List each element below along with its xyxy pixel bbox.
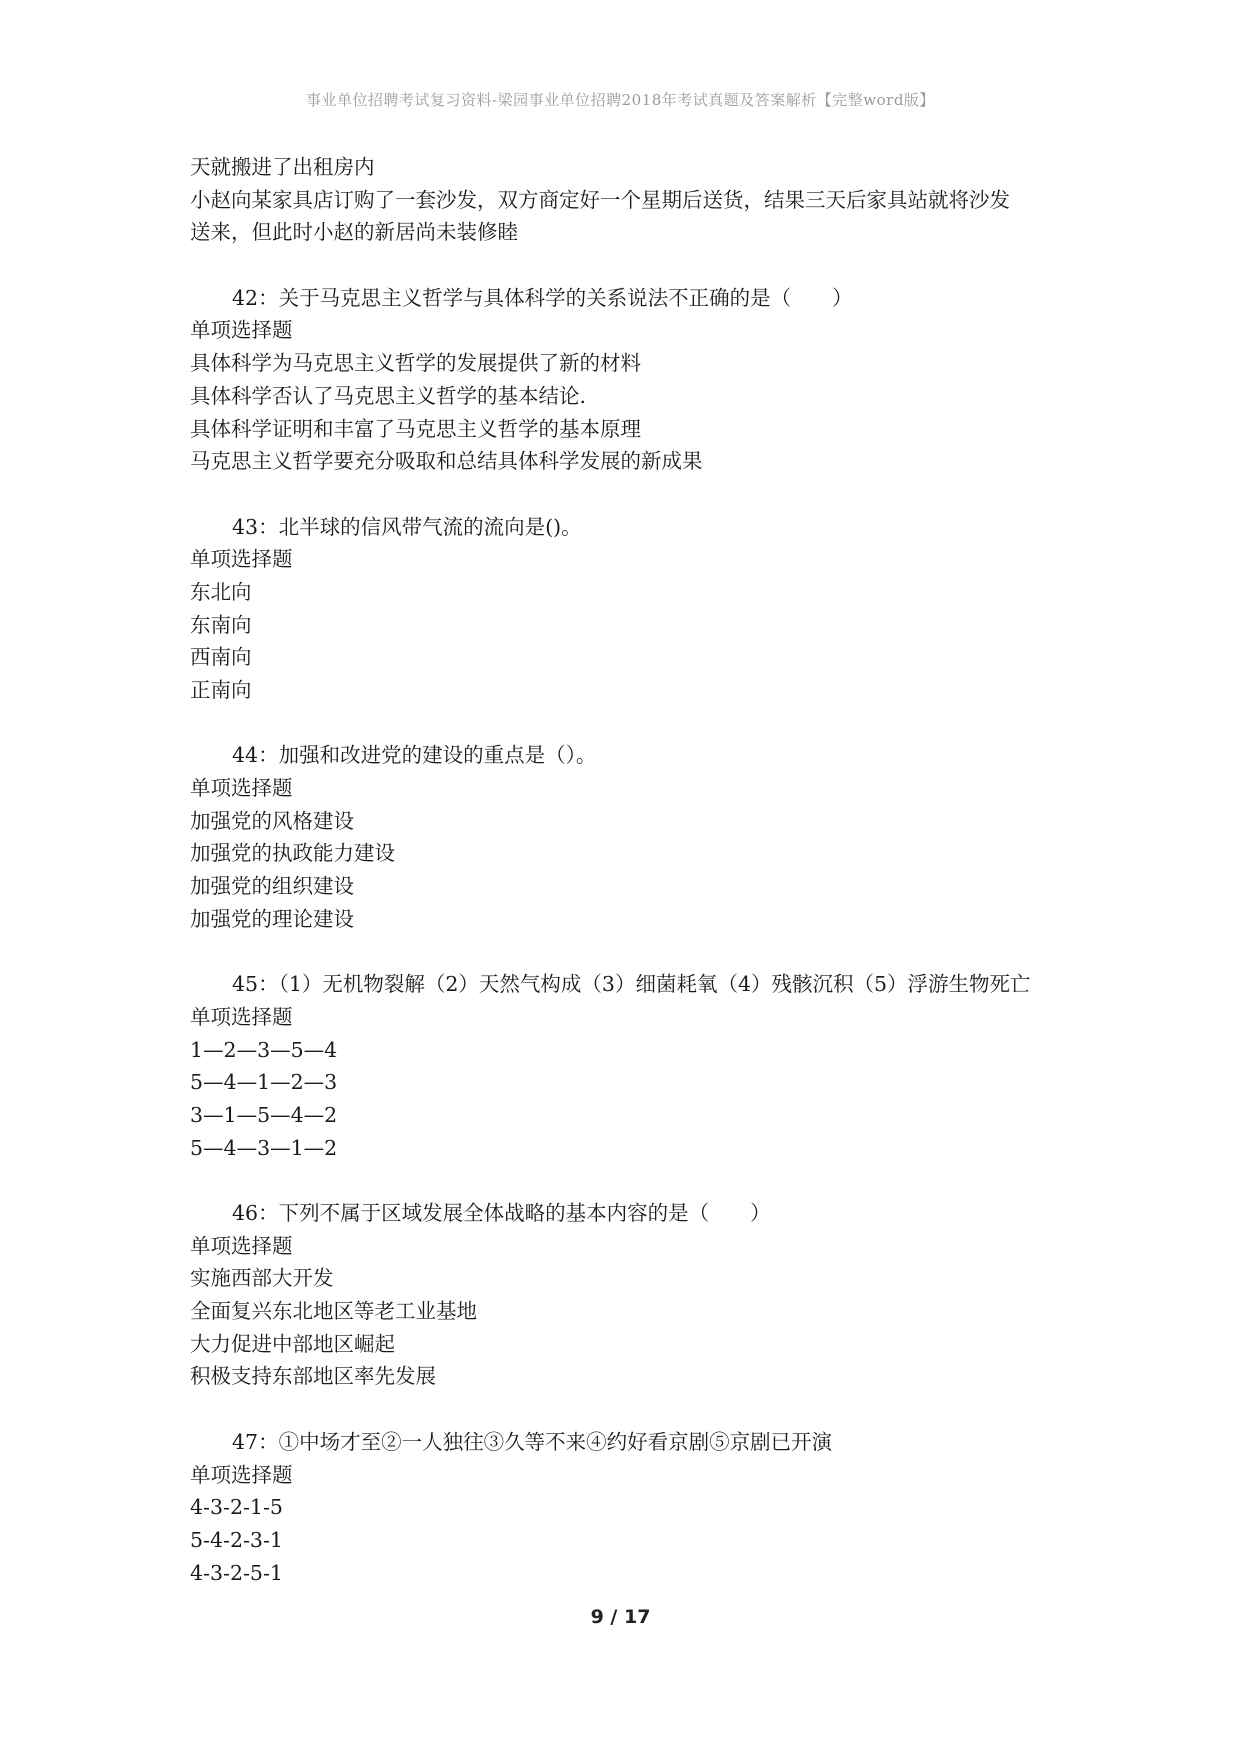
option: 5—4—3—1—2	[190, 1135, 338, 1160]
option: 正南向	[190, 678, 252, 702]
question-title: 44：加强和改进党的建设的重点是（）。	[232, 743, 597, 768]
question-45	[190, 968, 1070, 1164]
question-type: 单项选择题	[190, 1004, 293, 1029]
question-type: 单项选择题	[190, 776, 293, 801]
option: 实施西部大开发	[190, 1266, 334, 1291]
option: 马克思主义哲学要充分吸取和总结具体科学发展的新成果	[190, 449, 703, 474]
option: 5-4-2-3-1	[190, 1527, 283, 1552]
question-44	[190, 739, 1070, 935]
question-title: 43：北半球的信风带气流的流向是()。	[232, 514, 582, 539]
question-title: 46：下列不属于区域发展全体战略的基本内容的是（ ）	[232, 1201, 771, 1225]
option: 东北向	[190, 579, 252, 604]
question-title: 45：（1）无机物裂解（2）天然气构成（3）细菌耗氧（4）残骸沉积（5）浮游生物死亡	[232, 972, 1031, 997]
question-type: 单项选择题	[190, 318, 293, 343]
option: 1—2—3—5—4	[190, 1037, 338, 1062]
option: 大力促进中部地区崛起	[190, 1331, 395, 1356]
page-content	[190, 151, 1070, 1589]
option: 具体科学证明和丰富了马克思主义哲学的基本原理	[190, 416, 641, 441]
question-42	[190, 282, 1070, 478]
question-46	[190, 1197, 1070, 1393]
intro-line: 送来，但此时小赵的新居尚未装修睦	[190, 220, 518, 245]
option: 加强党的执政能力建设	[190, 841, 395, 866]
option: 加强党的组织建设	[190, 874, 354, 899]
page-number: 9 / 17	[590, 1606, 651, 1628]
question-43	[190, 511, 1070, 707]
option: 加强党的理论建设	[190, 906, 354, 931]
question-title: 47：①中场才至②一人独往③久等不来④约好看京剧⑤京剧已开演	[232, 1429, 833, 1454]
option: 3—1—5—4—2	[190, 1102, 338, 1127]
page-header: 事业单位招聘考试复习资料-梁园事业单位招聘2018年考试真题及答案解析【完整word版】	[306, 91, 935, 109]
option: 积极支持东部地区率先发展	[190, 1364, 436, 1389]
option: 加强党的风格建设	[190, 808, 354, 833]
option: 西南向	[190, 645, 252, 670]
option: 4-3-2-1-5	[190, 1495, 283, 1520]
intro-line: 天就搬进了出租房内	[190, 155, 375, 179]
option: 具体科学为马克思主义哲学的发展提供了新的材料	[190, 351, 641, 376]
option: 东南向	[190, 612, 252, 637]
option: 具体科学否认了马克思主义哲学的基本结论.	[190, 383, 587, 408]
option: 4-3-2-5-1	[190, 1560, 283, 1585]
intro-line: 小赵向某家具店订购了一套沙发，双方商定好一个星期后送货，结果三天后家具站就将沙发	[190, 187, 1010, 212]
question-type: 单项选择题	[190, 1233, 293, 1258]
option: 5—4—1—2—3	[190, 1070, 338, 1095]
question-type: 单项选择题	[190, 1462, 293, 1487]
question-title: 42：关于马克思主义哲学与具体科学的关系说法不正确的是（ ）	[232, 285, 853, 310]
question-47	[190, 1426, 1070, 1589]
option: 全面复兴东北地区等老工业基地	[190, 1299, 477, 1324]
question-type: 单项选择题	[190, 547, 293, 572]
